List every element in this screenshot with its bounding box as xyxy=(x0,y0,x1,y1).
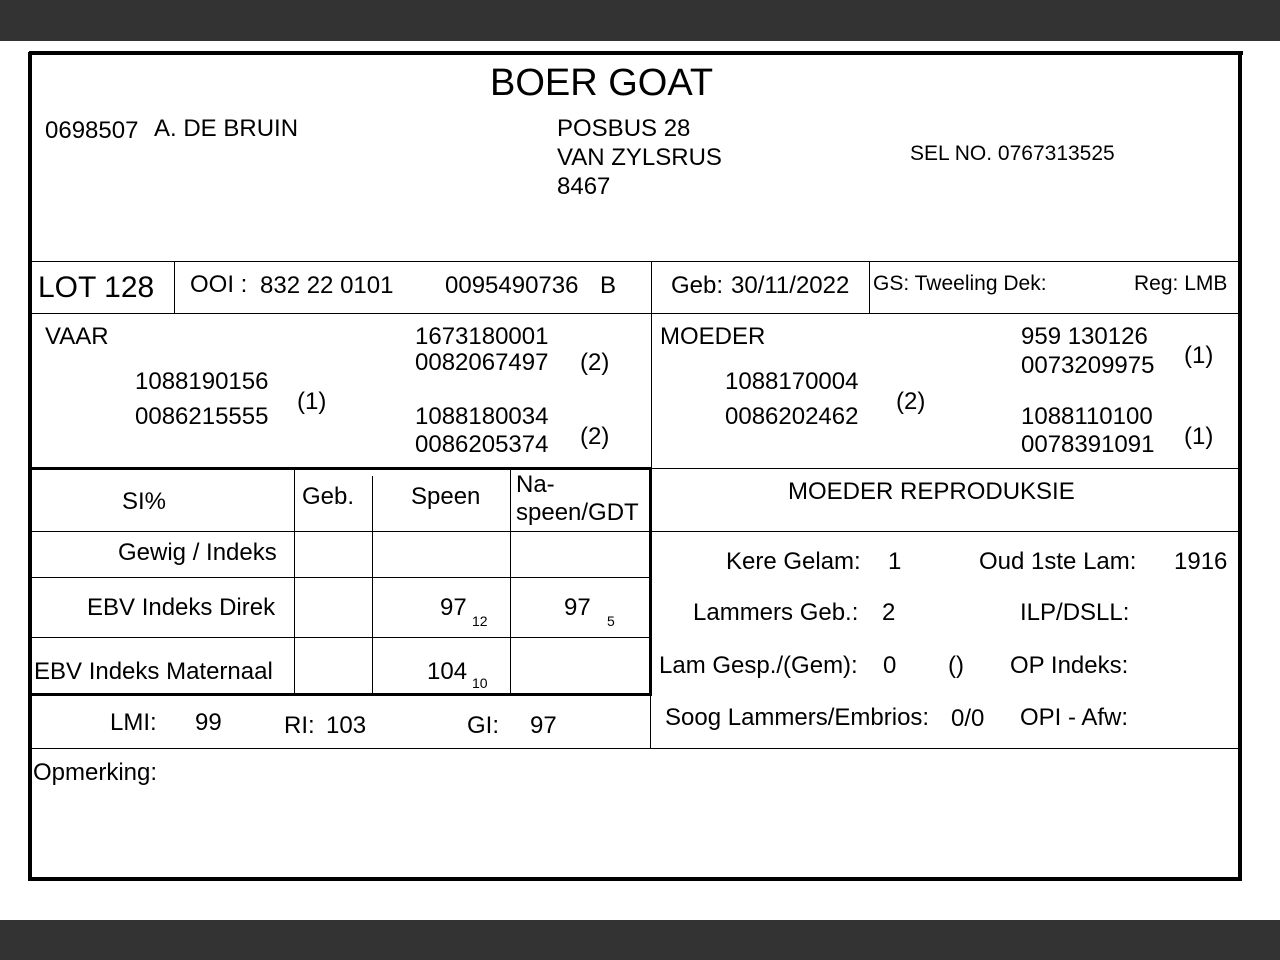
ebv-maternaal-speen: 104 xyxy=(427,658,468,685)
ebv-direk-speen-sub: 12 xyxy=(472,613,488,629)
pedigree-bottom-line-right xyxy=(652,468,1240,469)
moeder-grandsire-code: (1) xyxy=(1184,342,1214,369)
ri-value: 103 xyxy=(326,712,367,739)
si-table-right-border xyxy=(649,468,652,696)
moeder-dam-line2: 0086202462 xyxy=(725,403,859,430)
ri-label: RI: xyxy=(284,712,315,739)
pedigree-divider xyxy=(651,313,652,468)
gi-value: 97 xyxy=(530,712,557,739)
moeder-label: MOEDER xyxy=(660,323,766,350)
ebv-maternaal-speen-sub: 10 xyxy=(472,675,488,691)
ebv-direk-label: EBV Indeks Direk xyxy=(87,594,276,621)
address-line2: VAN ZYLSRUS xyxy=(557,144,722,171)
pedigree-bottom-line xyxy=(32,467,652,470)
ebv-direk-naspeen: 97 xyxy=(564,594,591,621)
op-indeks-label: OP Indeks: xyxy=(1010,652,1129,679)
frame-right xyxy=(1238,52,1242,879)
soog-lammers-value: 0/0 xyxy=(951,705,985,732)
opmerking-label: Opmerking: xyxy=(33,759,158,786)
gewig-indeks-label: Gewig / Indeks xyxy=(118,539,277,566)
ooi-number: 832 22 0101 xyxy=(260,272,394,299)
gi-label: GI: xyxy=(467,712,500,739)
si-row1-bottom-line xyxy=(32,577,650,578)
si-row2-bottom-line xyxy=(32,637,650,638)
soog-lammers-label: Soog Lammers/Embrios: xyxy=(665,704,930,731)
si-header-bottom-line xyxy=(32,531,1240,532)
frame-top xyxy=(29,51,1243,55)
vaar-granddam-code: (2) xyxy=(580,423,610,450)
vaar-sire-line2: 0086215555 xyxy=(135,403,269,430)
ebv-maternaal-label: EBV Indeks Maternaal xyxy=(34,658,273,685)
ebv-direk-naspeen-sub: 5 xyxy=(607,613,615,629)
ilp-dsll-label: ILP/DSLL: xyxy=(1020,599,1130,626)
moeder-dam-line1: 1088170004 xyxy=(725,368,859,395)
si-header: SI% xyxy=(122,488,167,515)
sel-no: SEL NO. 0767313525 xyxy=(910,142,1115,165)
opi-afw-label: OPI - Afw: xyxy=(1020,704,1129,731)
lot-row-bottom-line xyxy=(32,313,1240,314)
vaar-label: VAAR xyxy=(45,323,109,350)
moeder-dam-code: (2) xyxy=(896,388,926,415)
lammers-geb-value: 2 xyxy=(882,599,896,626)
owner-name: A. DE BRUIN xyxy=(154,115,299,142)
lam-gesp-label: Lam Gesp./(Gem): xyxy=(659,652,858,679)
ooi-reg: 0095490736 xyxy=(445,272,579,299)
moeder-grandsire-line1: 959 130126 xyxy=(1021,323,1148,350)
gs-label: GS: Tweeling Dek: xyxy=(873,272,1047,295)
top-bar xyxy=(0,0,1280,41)
ooi-grade: B xyxy=(600,272,617,299)
lmi-value: 99 xyxy=(195,709,222,736)
geb-divider xyxy=(869,261,870,313)
naspeen-header-line1: Na- xyxy=(516,471,555,498)
moeder-granddam-line1: 1088110100 xyxy=(1021,403,1153,430)
lot-number: LOT 128 xyxy=(38,271,155,304)
oud-lam-label: Oud 1ste Lam: xyxy=(979,548,1137,575)
vaar-sire-line1: 1088190156 xyxy=(135,368,269,395)
moeder-grandsire-line2: 0073209975 xyxy=(1021,352,1155,379)
moeder-granddam-code: (1) xyxy=(1184,423,1214,450)
vaar-granddam-line1: 1088180034 xyxy=(415,403,549,430)
frame-bottom xyxy=(28,877,1242,881)
reproduksie-title: MOEDER REPRODUKSIE xyxy=(788,478,1075,505)
ebv-direk-speen: 97 xyxy=(440,594,467,621)
lam-gesp-gem: () xyxy=(948,652,964,679)
bottom-bar xyxy=(0,920,1280,960)
speen-header: Speen xyxy=(411,483,481,510)
vaar-granddam-line2: 0086205374 xyxy=(415,431,549,458)
lammers-geb-label: Lammers Geb.: xyxy=(693,599,859,626)
reg-label: Reg: LMB xyxy=(1134,272,1228,295)
geb-label: Geb: xyxy=(671,272,724,299)
si-col-divider-2 xyxy=(372,476,373,694)
vaar-sire-code: (1) xyxy=(297,388,327,415)
lam-gesp-value: 0 xyxy=(883,652,897,679)
si-table-bottom-border xyxy=(32,693,652,696)
lot-row-top-line xyxy=(32,261,1240,262)
indices-bottom-line xyxy=(32,748,1240,749)
geb-header: Geb. xyxy=(302,483,355,510)
owner-id: 0698507 xyxy=(45,117,139,144)
ooi-divider xyxy=(651,261,652,313)
vaar-grandsire-line2: 0082067497 xyxy=(415,349,549,376)
moeder-granddam-line2: 0078391091 xyxy=(1021,431,1155,458)
kere-gelam-label: Kere Gelam: xyxy=(726,548,861,575)
lmi-label: LMI: xyxy=(110,709,157,736)
reproduksie-left-line xyxy=(650,696,651,748)
naspeen-header-line2: speen/GDT xyxy=(516,499,639,526)
oud-lam-value: 1916 xyxy=(1174,548,1228,575)
lot-divider xyxy=(174,261,175,313)
address-line1: POSBUS 28 xyxy=(557,115,691,142)
si-col-divider-3 xyxy=(510,468,511,694)
document-title: BOER GOAT xyxy=(490,62,714,104)
kere-gelam-value: 1 xyxy=(888,548,902,575)
ooi-label: OOI : xyxy=(190,271,248,298)
vaar-grandsire-code: (2) xyxy=(580,349,610,376)
vaar-grandsire-line1: 1673180001 xyxy=(415,323,549,350)
si-col-divider-1 xyxy=(294,468,295,694)
address-line3: 8467 xyxy=(557,173,611,200)
geb-date: 30/11/2022 xyxy=(731,272,850,299)
